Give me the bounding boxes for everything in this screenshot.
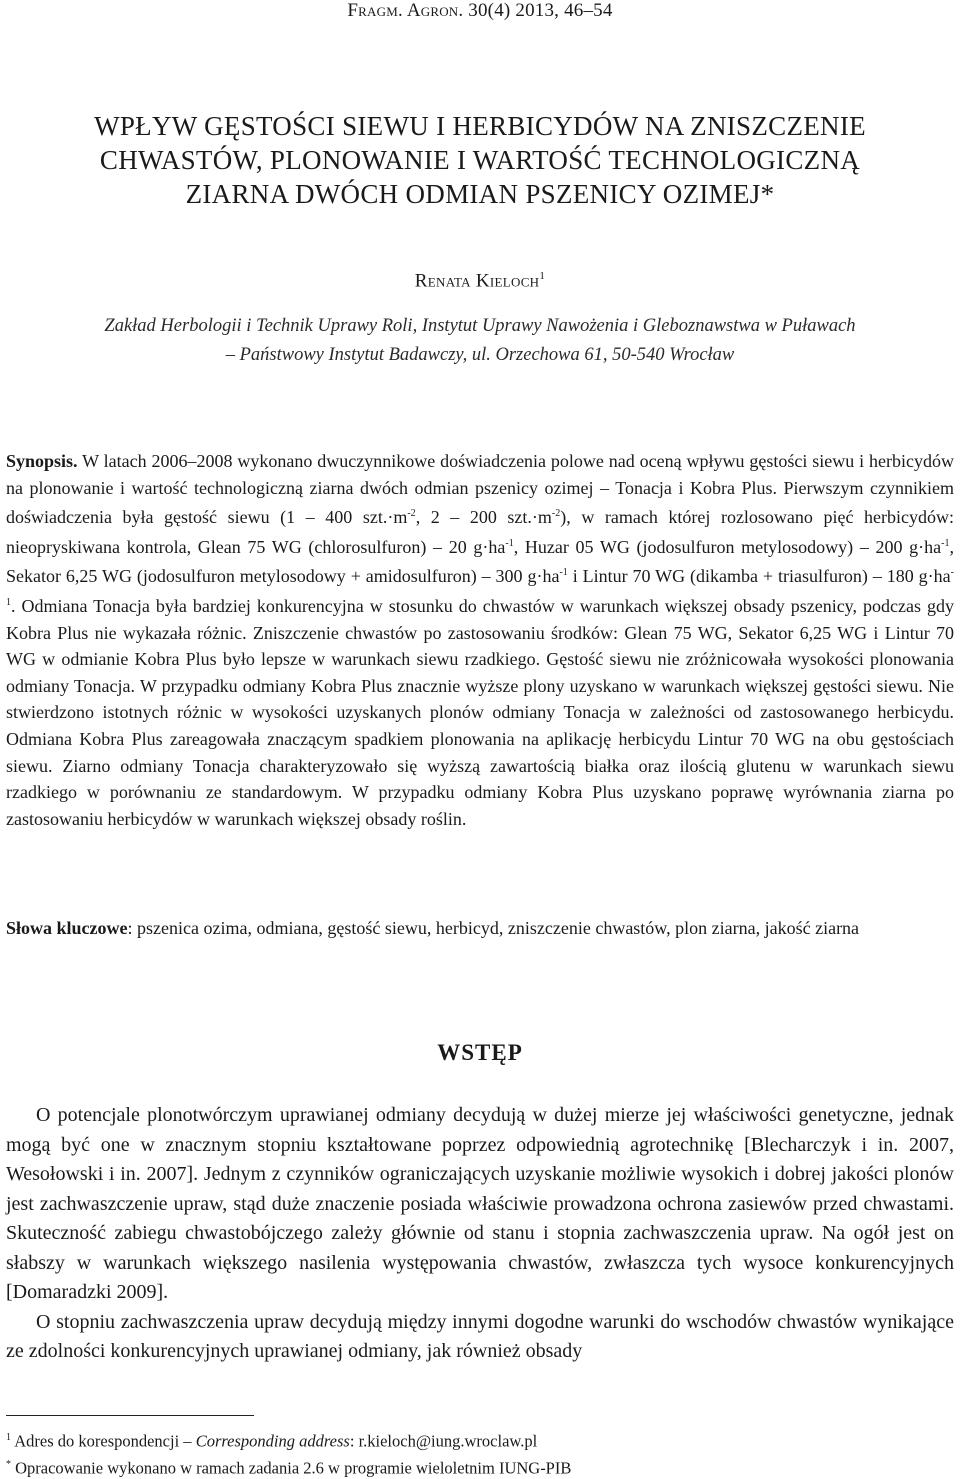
affiliation-line: – Państwowy Instytut Badawczy, ul. Orzechowa 61, 50-540 Wrocław xyxy=(0,341,960,370)
article-title xyxy=(0,109,960,211)
superscript: -1 xyxy=(505,538,513,549)
title-line: WPŁYW GĘSTOŚCI SIEWU I HERBICYDÓW NA ZNISZCZENIE xyxy=(0,109,960,143)
footnote xyxy=(6,1453,954,1479)
keywords-label: Słowa kluczowe xyxy=(6,918,128,938)
paragraph: O potencjale plonotwórczym uprawianej odmiany decydują w dużej mierze jej właściwości genetyczne, jednak mogą być one w znacznym stopniu kształtowane poprzez odpowiednią agrotechnikę [Blecharczyk i in. 2007, Wesołowski i in. 2007]. Jednym z czynników ograniczających uzyskanie możliwie wysokich i dobrej jakości plonów jest zachwaszczenie upraw, stąd duże znaczenie posiada właściwie prowadzona ochrona zasiewów przed chwastami. Skuteczność zabiegu chwastobójczego zależy głównie od stanu i stopnia zachwaszczenia upraw. Na ogół jest on słabszy w warunkach większego nasilenia występowania chwastów, zwłaszcza tych wysoce konkurencyjnych [Domaradzki 2009]. xyxy=(6,1101,954,1308)
affiliation-line: Zakład Herbologii i Technik Uprawy Roli, Instytut Uprawy Nawożenia i Gleboznawstwa w Puławach xyxy=(0,312,960,341)
superscript: -1 xyxy=(559,567,567,578)
abstract-label: Synopsis. xyxy=(6,451,78,471)
author-footnote-mark: 1 xyxy=(539,270,545,282)
footnote-divider xyxy=(6,1415,254,1416)
superscript: -1 xyxy=(6,567,954,608)
abstract-text: , Sekator 6,25 WG (jodosulfuron metylosodowy + amidosulfuron) – 300 g·ha xyxy=(6,537,954,587)
superscript: -1 xyxy=(941,538,949,549)
footnotes xyxy=(6,1426,954,1479)
footnote-email: : r.kieloch@iung.wroclaw.pl xyxy=(350,1432,537,1451)
footnote-text: Opracowanie wykonano w ramach zadania 2.6 w programie wieloletnim IUNG-PIB xyxy=(15,1458,571,1477)
footnote-italic: Corresponding address xyxy=(196,1432,350,1451)
title-line: CHWASTÓW, PLONOWANIE I WARTOŚĆ TECHNOLOGICZNĄ xyxy=(0,143,960,177)
section-heading: WSTĘP xyxy=(0,1040,960,1066)
footnote-mark: * xyxy=(6,1459,11,1470)
journal-citation: 30(4) 2013, 46–54 xyxy=(468,0,612,21)
author-name: Renata Kieloch xyxy=(415,270,540,291)
title-line: ZIARNA DWÓCH ODMIAN PSZENICY OZIMEJ* xyxy=(0,177,960,211)
footnote xyxy=(6,1426,954,1453)
footnote-mark: 1 xyxy=(6,1432,11,1443)
keywords xyxy=(6,915,954,941)
author xyxy=(0,270,960,292)
paragraph: O stopniu zachwaszczenia upraw decydują między innymi dogodne warunki do wschodów chwastów wynikające ze zdolności konkurencyjnych uprawianej odmiany, jak również obsady xyxy=(6,1308,954,1367)
abstract xyxy=(6,448,954,832)
keywords-text: : pszenica ozima, odmiana, gęstość siewu, herbicyd, zniszczenie chwastów, plon ziarna, jakość ziarna xyxy=(128,918,860,938)
abstract-text: W latach 2006–2008 wykonano dwuczynnikowe doświadczenia polowe nad oceną wpływu gęstości siewu i herbicydów na plonowanie i wartość technologiczną ziarna dwóch odmian pszenicy ozimej – Tonacja i Kobra Plus. Pierwszym czynnikiem doświadczenia była gęstość siewu (1 – 400 szt.·m xyxy=(6,451,954,527)
journal-header xyxy=(0,0,960,22)
footnote-text: Adres do korespondencji – xyxy=(14,1432,195,1451)
journal-name: Fragm. Agron. xyxy=(347,0,463,21)
introduction xyxy=(6,1101,954,1367)
abstract-text: , 2 – 200 szt.·m xyxy=(416,507,552,527)
affiliation xyxy=(0,312,960,370)
superscript: -2 xyxy=(552,508,560,519)
abstract-text: ), w ramach której rozlosowano pięć herbicydów: nieopryskiwana kontrola, Glean 75 WG (chlorosulfuron) – 20 g·ha xyxy=(6,507,954,557)
abstract-text: i Lintur 70 WG (dikamba + triasulfuron) – 180 g·ha xyxy=(568,566,951,586)
abstract-text: . Odmiana Tonacja była bardziej konkurencyjna w stosunku do chwastów w warunkach większej obsady pszenicy, podczas gdy Kobra Plus nie wykazała różnic. Zniszczenie chwastów po zastosowaniu środków: Glean 75 WG, Sekator 6,25 WG i Lintur 70 WG w odmianie Kobra Plus było lepsze w warunkach siewu rzadkiego. Gęstość siewu nie zróżnicowała wysokości plonowania odmiany Tonacja. W przypadku odmiany Kobra Plus znacznie wyższe plony uzyskano w warunkach większej gęstości siewu. Nie stwierdzono istotnych różnic w wysokości uzyskanych plonów odmiany Tonacja w zależności od zastosowanego herbicydu. Odmiana Kobra Plus zareagowała znaczącym spadkiem plonowania na aplikację herbicydu Lintur 70 WG na obu gęstościach siewu. Ziarno odmiany Tonacja charakteryzowało się wyższą zawartością białka oraz ilością glutenu w warunkach siewu rzadkiego w porównaniu ze standardowym. W przypadku odmiany Kobra Plus uzyskano poprawę wyrównania ziarna po zastosowaniu herbicydów w warunkach większej obsady roślin. xyxy=(6,596,954,829)
superscript: -2 xyxy=(407,508,415,519)
abstract-text: , Huzar 05 WG (jodosulfuron metylosodowy) – 200 g·ha xyxy=(514,537,941,557)
